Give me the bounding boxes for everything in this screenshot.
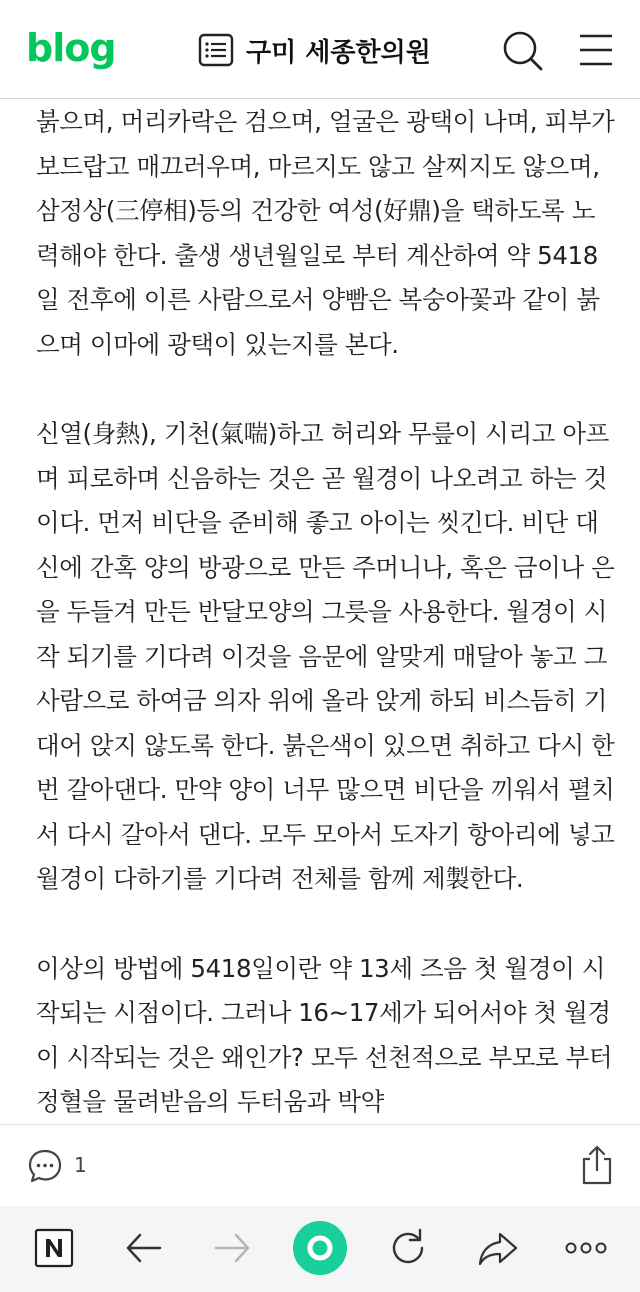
article-paragraph: 신열(身熱), 기천(氣喘)하고 허리와 무릎이 시리고 아프며 피로하며 신음하는 것은 곧 월경이 나오려고 하는 것이다. 먼저 비단을 준비해 좋고 아이는 씻긴다. 비단 대신에 간혹 양의 방광으로 만든 주머니나, 혹은 금이나 은을 두들겨 만든 반달모양의 그릇을 사용한다. 월경이 시작 되기를 기다려 이것을 음문에 알맞게 매달아 놓고 그 사람으로 하여금 의자 위에 올라 앉게 하되 비스듬히 기대어 앉지 않도록 한다. 붉은색이 있으면 취하고 다시 한번 갈아댄다. 만약 양이 너무 많으면 비단을 끼워서 펼치서 다시 갈아서 댄다. 모두 모아서 도자기 항아리에 넣고 월경이 다하기를 기다려 전체를 함께 제製한다. xyxy=(36,419,615,893)
browser-toolbar xyxy=(0,1206,640,1292)
forward-arrow-icon[interactable] xyxy=(208,1224,256,1272)
more-icon[interactable] xyxy=(562,1224,610,1272)
share-icon[interactable] xyxy=(578,1143,616,1187)
header xyxy=(0,0,640,99)
blog-logo[interactable]: blog xyxy=(26,26,116,70)
back-arrow-icon[interactable] xyxy=(120,1224,168,1272)
list-icon[interactable] xyxy=(198,33,234,67)
article-body xyxy=(36,100,616,1124)
comment-count[interactable]: 1 xyxy=(74,1153,87,1177)
green-home-icon[interactable] xyxy=(290,1218,350,1278)
share-arrow-icon[interactable] xyxy=(474,1224,522,1272)
blog-title-area[interactable] xyxy=(198,27,431,73)
search-icon[interactable] xyxy=(500,28,546,72)
comment-icon[interactable] xyxy=(26,1147,64,1185)
article-paragraph: 붉으며, 머리카락은 검으며, 얼굴은 광택이 나며, 피부가 보드랍고 매끄러우며, 마르지도 않고 살찌지도 않으며, 삼정상(三停相)등의 건강한 여성(好鼎)을 택하도록 노력해야 한다. 출생 생년월일로 부터 계산하여 약 5418일 전후에 이른 사람으로서 양빰은 복숭아꽃과 같이 붉으며 이마에 광택이 있는지를 본다. xyxy=(36,107,615,359)
refresh-icon[interactable] xyxy=(384,1224,432,1272)
blog-title[interactable]: 구미 세종한의원 xyxy=(246,37,431,68)
comment-bar xyxy=(0,1124,640,1207)
menu-icon[interactable] xyxy=(576,30,616,70)
naver-home-icon[interactable] xyxy=(30,1224,78,1272)
article-paragraph: 이상의 방법에 5418일이란 약 13세 즈음 첫 월경이 시작되는 시점이다. 그러나 16~17세가 되어서야 첫 월경이 시작되는 것은 왜인가? 모두 선천적으로 부모로 부터 정혈을 물려받음의 두터움과 박약 xyxy=(36,953,613,1116)
